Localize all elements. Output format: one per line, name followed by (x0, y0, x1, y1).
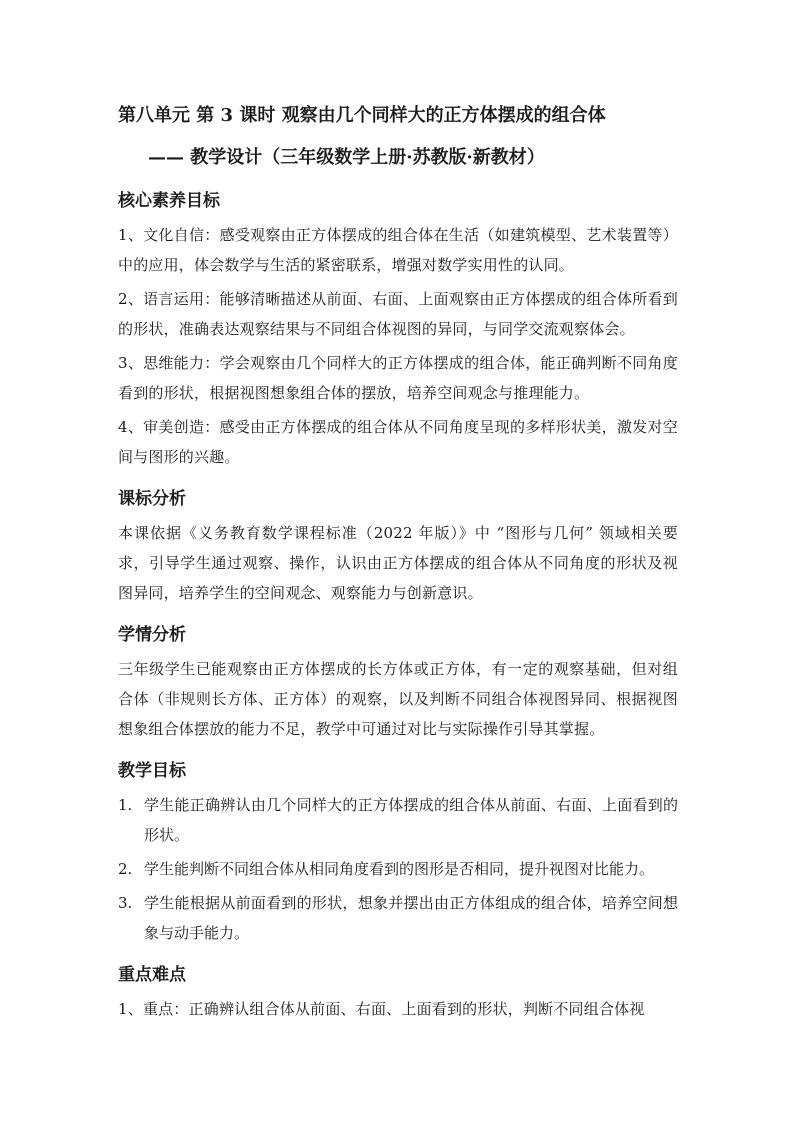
section-heading-curriculum: 课标分析 (118, 489, 186, 509)
section-heading-goals: 教学目标 (118, 761, 186, 781)
goal-number: 3. (118, 894, 133, 912)
goal-item (118, 790, 678, 850)
goal-item (118, 888, 678, 948)
goal-number: 1. (118, 796, 133, 814)
section-heading-key: 重点难点 (118, 965, 186, 985)
goal-text: 学生能根据从前面看到的形状，想象并摆出由正方体组成的组合体，培养空间想象与动手能力。 (144, 894, 678, 942)
core-item-3: 3、思维能力：学会观察由几个同样大的正方体摆成的组合体，能正确判断不同角度看到的形状，根据视图想象组合体的摆放，培养空间观念与推理能力。 (118, 354, 678, 402)
curriculum-paragraph: 本课依据《义务教育数学课程标准（2022 年版）》中 “图形与几何” 领域相关要求，引导学生通过观察、操作，认识由正方体摆成的组合体从不同角度的形状及视图异同，培养学生的空间观念、观察能力与创新意识。 (118, 524, 678, 602)
core-item-1: 1、文化自信：感受观察由正方体摆成的组合体在生活（如建筑模型、艺术装置等）中的应用，体会数学与生活的紧密联系，增强对数学实用性的认同。 (118, 226, 678, 274)
document-body (118, 100, 678, 1028)
goal-item (118, 854, 678, 884)
goal-text: 学生能判断不同组合体从相同角度看到的图形是否相同，提升视图对比能力。 (144, 860, 655, 878)
core-item-2: 2、语言运用：能够清晰描述从前面、右面、上面观察由正方体摆成的组合体所看到的形状，准确表达观察结果与不同组合体视图的异同，与同学交流观察体会。 (118, 290, 678, 338)
section-heading-core: 核心素养目标 (118, 191, 220, 211)
goals-list (118, 790, 678, 948)
document-subtitle: —— 教学设计（三年级数学上册·苏教版·新教材） (148, 147, 545, 168)
key-paragraph: 1、重点：正确辨认组合体从前面、右面、上面看到的形状，判断不同组合体视 (118, 1000, 645, 1018)
section-heading-students: 学情分析 (118, 625, 186, 645)
goal-text: 学生能正确辨认由几个同样大的正方体摆成的组合体从前面、右面、上面看到的形状。 (144, 796, 678, 844)
document-title: 第八单元 第 3 课时 观察由几个同样大的正方体摆成的组合体 (118, 105, 606, 126)
goal-number: 2. (118, 860, 133, 878)
students-paragraph: 三年级学生已能观察由正方体摆成的长方体或正方体，有一定的观察基础，但对组合体（非规则长方体、正方体）的观察，以及判断不同组合体视图异同、根据视图想象组合体摆放的能力不足，教学中可通过对比与实际操作引导其掌握。 (118, 660, 678, 738)
core-item-4: 4、审美创造：感受由正方体摆成的组合体从不同角度呈现的多样形状美，激发对空间与图形的兴趣。 (118, 418, 678, 466)
